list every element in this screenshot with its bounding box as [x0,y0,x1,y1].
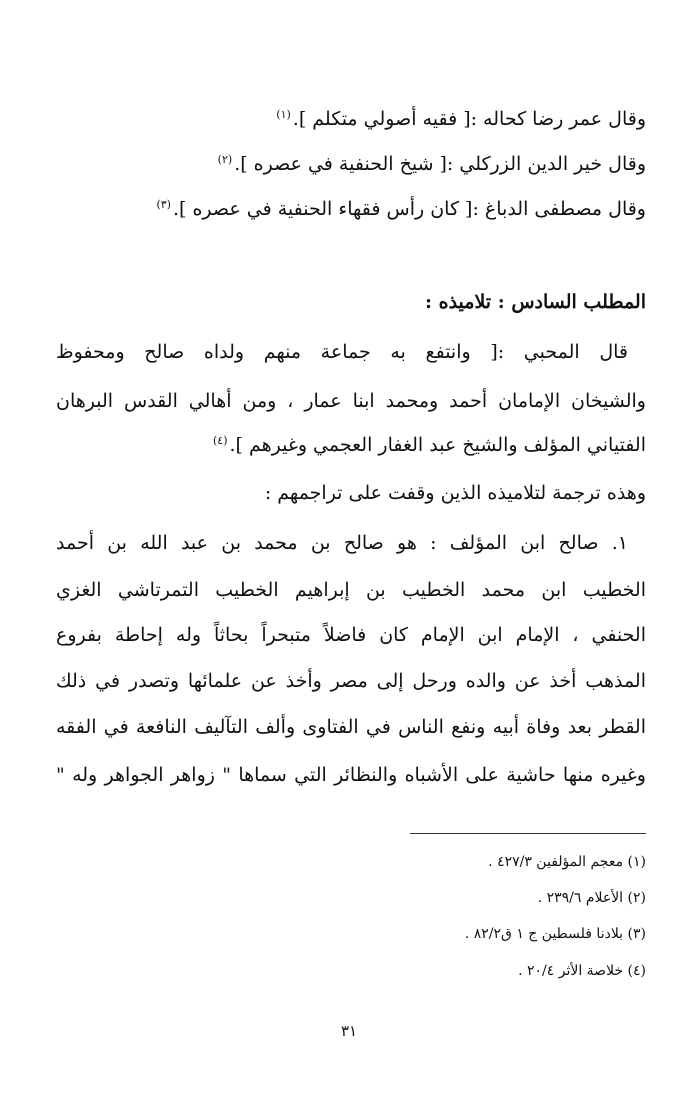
students-intro: وهذه ترجمة لتلاميذه الذين وقفت على تراجمهم : [264,482,646,504]
section-heading: المطلب السادس : تلاميذه : [425,291,646,313]
quote-text: وقال خير الدين الزركلي :[ شيخ الحنفية في عصره ]. [234,153,646,175]
paragraph-text: الفتياني المؤلف والشيخ عبد الغفار العجمي وغيرهم ]. [229,434,646,456]
footnote-ref: (١) [276,107,291,121]
paragraph-line: المذهب أخذ عن والده ورحل إلى مصر وأخذ عن علمائها وتصدر في ذلك [56,670,646,692]
quote-text: وقال عمر رضا كحاله :[ فقيه أصولي متكلم ]. [292,108,646,130]
footnote-3: (٣) بلادنا فلسطين ج ١ ق٨٢/٢ . [464,926,646,942]
paragraph-line: والشيخان الإمامان أحمد ومحمد ابنا عمار ، ومن أهالي القدس البرهان [56,390,646,412]
footnote-ref: (٢) [217,152,233,166]
paragraph-line: قال المحبي :[ وانتفع به جماعة منهم ولداه صالح ومحفوظ [56,341,628,363]
footnote-2: (٢) الأعلام ٢٣٩/٦ . [537,890,646,906]
quote-zirikli [218,149,646,179]
paragraph-line: القطر بعد وفاة أبيه ونفع الناس في الفتاوى وألف التآليف النافعة في الفقه [56,716,646,738]
footnote-separator [410,833,646,834]
paragraph-line: الخطيب ابن محمد الخطيب بن إبراهيم الخطيب التمرتاشي الغزي [56,579,646,601]
footnote-ref: (٤) [213,433,228,447]
page-number: ٣١ [340,1022,358,1040]
quote-kahhala [276,104,646,134]
footnote-4: (٤) خلاصة الأثر ٢٠/٤ . [518,963,646,979]
paragraph-line: ١. صالح ابن المؤلف : هو صالح بن محمد بن عبد الله بن أحمد [56,532,628,554]
footnote-1: (١) معجم المؤلفين ٤٢٧/٣ . [488,854,646,870]
paragraph-line: الحنفي ، الإمام ابن الإمام كان فاضلاً متبحراً بحاثاً وله إحاطة بفروع [56,624,646,646]
paragraph-line: وغيره منها حاشية على الأشباه والنظائر التي سماها " زواهر الجواهر وله " [56,764,646,786]
footnote-ref: (٣) [156,197,171,211]
quote-dabbagh [156,194,646,224]
quote-text: وقال مصطفى الدباغ :[ كان رأس فقهاء الحنفية في عصره ]. [172,198,646,220]
paragraph-line-last [213,430,646,460]
